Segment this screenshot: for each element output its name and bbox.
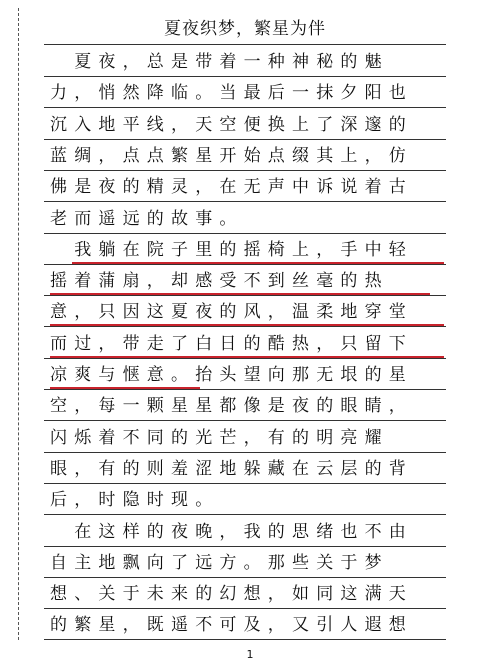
title-rule [44,44,446,45]
line-text: 佛是夜的精灵，在无声中诉说着古 [50,177,413,198]
line-text: 自主地飘向了远方。那些关于梦 [50,552,389,573]
writing-line [44,360,446,390]
line-text: 想、关于未来的幻想，如同这满天 [50,584,413,605]
line-text: 在这样的夜晚，我的思绪也不由 [50,521,413,542]
line-text: 后，时隐时现。 [50,490,220,511]
red-underline [50,387,200,389]
writing-line [44,266,446,296]
line-text: 的繁星，既遥不可及，又引人遐想 [50,615,413,636]
line-text: 蓝绸，点点繁星开始点缀其上，仿 [50,145,413,166]
writing-line [44,141,446,171]
line-text: 摇着蒲扇，却感受不到丝毫的热 [50,271,389,292]
writing-line [44,579,446,609]
writing-line [44,391,446,421]
binding-margin-line [18,8,19,640]
line-text: 我躺在院子里的摇椅上，手中轻 [50,239,413,260]
essay-title: 夏夜织梦，繁星为伴 [164,19,326,39]
line-text: 老而遥远的故事。 [50,208,244,229]
line-text: 沉入地平线，天空便换上了深邃的 [50,114,413,135]
line-text: 凉爽与惬意。抬头望向那无垠的星 [50,365,413,385]
writing-line [44,423,446,453]
writing-line [44,454,446,484]
line-text: 夏夜，总是带着一种神秘的魅 [50,52,389,72]
writing-line [44,47,446,77]
red-underline [50,356,444,358]
writing-line [44,297,446,327]
writing-line [44,329,446,359]
writing-line [44,485,446,515]
writing-line [44,172,446,202]
writing-line [44,110,446,140]
red-underline [50,293,430,295]
writing-line [44,610,446,640]
writing-line [44,78,446,108]
page-number: 1 [246,648,254,661]
line-text: 闪烁着不同的光芒，有的明亮耀 [50,427,389,448]
writing-line [44,548,446,578]
line-text: 空，每一颗星星都像是夜的眼睛， [50,396,413,417]
red-underline [50,324,444,326]
line-text: 而过，带走了白日的酷热，只留下 [50,333,413,354]
line-text: 力，悄然降临。当最后一抹夕阳也 [50,83,413,104]
line-text: 意，只因这夏夜的风，温柔地穿堂 [50,302,413,323]
writing-line [44,235,446,265]
writing-line [44,204,446,234]
line-text: 眼，有的则羞涩地躲藏在云层的背 [50,458,413,479]
writing-line [44,517,446,547]
red-underline [72,262,444,264]
